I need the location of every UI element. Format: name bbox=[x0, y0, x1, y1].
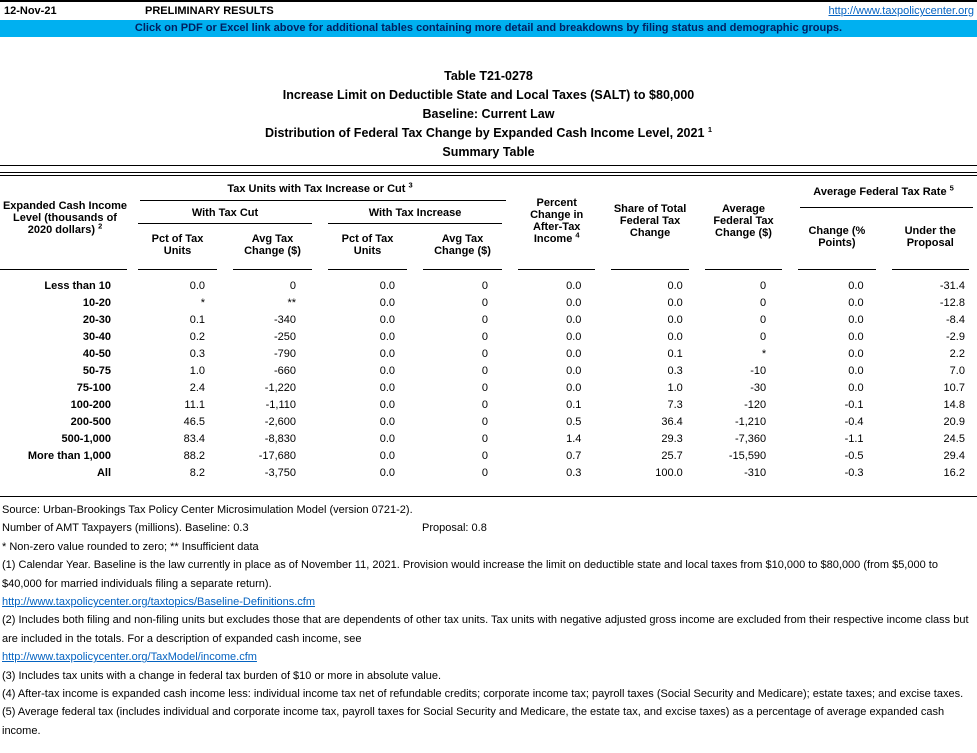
baseline-title: Baseline: Current Law bbox=[422, 107, 555, 121]
value-cell: 0.0 bbox=[848, 314, 864, 326]
value-cell: 0 bbox=[760, 297, 767, 309]
value-cell: -8,830 bbox=[264, 433, 296, 445]
value-cell: 0.0 bbox=[566, 365, 582, 377]
value-cell: 7.0 bbox=[949, 365, 965, 377]
taxpolicycenter-link[interactable]: http://www.taxpolicycenter.org bbox=[828, 5, 974, 17]
value-cell: 20.9 bbox=[943, 416, 965, 428]
value-cell: 0 bbox=[481, 416, 488, 428]
value-cell: 0.0 bbox=[848, 365, 864, 377]
table-row bbox=[0, 397, 977, 414]
value-cell: -2,600 bbox=[264, 416, 296, 428]
footnote-4: (4) After-tax income is expanded cash income less: individual income tax net of refundable credits; corporate income tax; payroll taxes (Social Security and Medicare); estate taxes; and excise taxes. bbox=[2, 688, 964, 701]
value-cell: -250 bbox=[273, 331, 296, 343]
banner-text: Click on PDF or Excel link above for additional tables containing more detail and breakdowns by filing status and demographic groups. bbox=[134, 22, 843, 34]
table-body bbox=[0, 278, 977, 482]
value-cell: 0.0 bbox=[566, 297, 582, 309]
distribution-title: Distribution of Federal Tax Change by Expanded Cash Income Level, 2021 $^1$ bbox=[264, 124, 713, 140]
table-row bbox=[0, 465, 977, 482]
value-cell: 0.0 bbox=[848, 280, 864, 292]
table-row bbox=[0, 414, 977, 431]
amt-proposal-text: Proposal: 0.8 bbox=[422, 522, 487, 535]
banner bbox=[0, 20, 977, 37]
top-header-bar bbox=[0, 0, 977, 20]
value-cell: -0.1 bbox=[844, 399, 864, 411]
footnotes bbox=[0, 501, 977, 740]
value-cell: -660 bbox=[273, 365, 296, 377]
value-cell: 14.8 bbox=[943, 399, 965, 411]
footnote-2: (2) Includes both filing and non-filing units but excludes those that are dependents of other tax units. Tax units with negative adjusted gross income are excluded from their respective income class but are included in the totals. For a description of expanded cash income, see bbox=[2, 614, 969, 645]
baseline-definitions-link-line bbox=[2, 593, 973, 611]
value-cell: 0 bbox=[760, 280, 767, 292]
column-header-with-tax-increase: With Tax Increase bbox=[320, 201, 510, 224]
income-level-cell: 20-30 bbox=[82, 314, 111, 326]
value-cell: 83.4 bbox=[183, 433, 205, 445]
value-cell: 0.0 bbox=[379, 399, 395, 411]
value-cell: -0.5 bbox=[844, 450, 864, 462]
value-cell: 0.0 bbox=[379, 382, 395, 394]
value-cell: -15,590 bbox=[728, 450, 767, 462]
value-cell: -31.4 bbox=[939, 280, 965, 292]
value-cell: -17,680 bbox=[258, 450, 296, 462]
value-cell: 25.7 bbox=[661, 450, 683, 462]
value-cell: 0.0 bbox=[667, 280, 683, 292]
value-cell: 29.4 bbox=[943, 450, 965, 462]
value-cell: 16.2 bbox=[943, 467, 965, 479]
column-header-pct-tax-units-cut: Pct of Tax Units bbox=[130, 224, 225, 270]
value-cell: 0 bbox=[481, 399, 488, 411]
table-row bbox=[0, 380, 977, 397]
value-cell: 1.0 bbox=[189, 365, 205, 377]
column-header-avg-tax-change-increase: Avg Tax Change ($) bbox=[415, 224, 510, 270]
value-cell: 0.2 bbox=[189, 331, 205, 343]
income-level-cell: 75-100 bbox=[76, 382, 111, 394]
value-cell: 0 bbox=[481, 450, 488, 462]
column-header-with-tax-cut: With Tax Cut bbox=[130, 201, 320, 224]
value-cell: 0.1 bbox=[189, 314, 205, 326]
value-cell: -1.1 bbox=[844, 433, 864, 445]
preliminary-results-label: PRELIMINARY RESULTS bbox=[145, 5, 274, 17]
value-cell: 0.0 bbox=[379, 416, 395, 428]
value-cell: 0.1 bbox=[667, 348, 683, 360]
value-cell: -12.8 bbox=[939, 297, 965, 309]
value-cell: 0.0 bbox=[566, 331, 582, 343]
value-cell: 0 bbox=[481, 348, 488, 360]
proposal-title: Increase Limit on Deductible State and Local Taxes (SALT) to $80,000 bbox=[282, 88, 695, 102]
value-cell: 11.1 bbox=[184, 399, 205, 411]
value-cell: 0 bbox=[289, 280, 296, 292]
table-row bbox=[0, 278, 977, 295]
table-row bbox=[0, 431, 977, 448]
table-row bbox=[0, 329, 977, 346]
value-cell: 0.0 bbox=[667, 314, 683, 326]
value-cell: -0.3 bbox=[844, 467, 864, 479]
value-cell: 0.0 bbox=[379, 450, 395, 462]
value-cell: 0 bbox=[481, 297, 488, 309]
value-cell: 0 bbox=[760, 331, 767, 343]
column-header-change-pct-points: Change (% Points) bbox=[790, 208, 883, 270]
value-cell: 0.0 bbox=[379, 297, 395, 309]
summary-table-title: Summary Table bbox=[442, 145, 535, 159]
table-number-title: Table T21-0278 bbox=[444, 69, 533, 83]
value-cell: * bbox=[761, 348, 767, 360]
column-group-avg-federal-tax-rate bbox=[790, 176, 977, 270]
value-cell: * bbox=[200, 297, 205, 309]
income-level-cell: 200-500 bbox=[70, 416, 111, 428]
value-cell: 100.0 bbox=[655, 467, 683, 479]
income-definition-link[interactable]: http://www.taxpolicycenter.org/TaxModel/income.cfm bbox=[2, 651, 257, 664]
value-cell: 2.2 bbox=[949, 348, 965, 360]
value-cell: 1.4 bbox=[566, 433, 582, 445]
value-cell: 10.7 bbox=[943, 382, 965, 394]
value-cell: 0 bbox=[481, 433, 488, 445]
value-cell: -310 bbox=[744, 467, 767, 479]
column-header-avg-tax-change-cut: Avg Tax Change ($) bbox=[225, 224, 320, 270]
table-row bbox=[0, 312, 977, 329]
income-level-cell: 100-200 bbox=[70, 399, 111, 411]
table-row bbox=[0, 346, 977, 363]
income-level-cell: Less than 10 bbox=[44, 280, 111, 292]
column-header-avg-federal-tax-rate: Average Federal Tax Rate $^5$ bbox=[790, 176, 977, 208]
income-level-cell: 500-1,000 bbox=[61, 433, 111, 445]
value-cell: 0.0 bbox=[566, 314, 582, 326]
source-note: Source: Urban-Brookings Tax Policy Center Microsimulation Model (version 0721-2). bbox=[2, 504, 413, 516]
table-header bbox=[0, 176, 977, 270]
table-row bbox=[0, 363, 977, 380]
value-cell: 0.0 bbox=[848, 382, 864, 394]
title-block bbox=[0, 67, 977, 162]
value-cell: 0.0 bbox=[848, 348, 864, 360]
value-cell: -120 bbox=[744, 399, 767, 411]
income-level-cell: 30-40 bbox=[82, 331, 111, 343]
value-cell: -1,210 bbox=[734, 416, 767, 428]
table-row bbox=[0, 295, 977, 312]
income-level-cell: 10-20 bbox=[82, 297, 111, 309]
value-cell: -30 bbox=[750, 382, 767, 394]
value-cell: 0.0 bbox=[566, 382, 582, 394]
value-cell: 0.0 bbox=[566, 280, 582, 292]
value-cell: 2.4 bbox=[189, 382, 205, 394]
value-cell: 0.0 bbox=[379, 314, 395, 326]
amt-baseline-text: Number of AMT Taxpayers (millions). Baseline: 0.3 bbox=[2, 522, 249, 535]
column-header-pct-tax-units-increase: Pct of Tax Units bbox=[320, 224, 415, 270]
footnote-5: (5) Average federal tax (includes individual and corporate income tax, payroll taxes for Social Security and Medicare, the estate tax, and excise taxes) as a percentage of average expanded cash income. bbox=[2, 706, 945, 737]
income-level-cell: All bbox=[96, 467, 111, 479]
footnote-1: (1) Calendar Year. Baseline is the law currently in place as of November 11, 2021. Provision would increase the limit on deductible state and local taxes from $10,000 to $80,000 (from $5,000 to $40,000 for married individuals filing a separate return). bbox=[2, 559, 938, 590]
baseline-definitions-link[interactable]: http://www.taxpolicycenter.org/taxtopics/Baseline-Definitions.cfm bbox=[2, 596, 316, 609]
value-cell: 0 bbox=[481, 331, 488, 343]
column-header-avg-federal-tax-change: Average Federal Tax Change ($) bbox=[697, 176, 790, 270]
column-header-share-of-total: Share of Total Federal Tax Change bbox=[603, 176, 696, 270]
value-cell: 46.5 bbox=[183, 416, 205, 428]
value-cell: 0.0 bbox=[379, 331, 395, 343]
value-cell: 7.3 bbox=[667, 399, 683, 411]
column-header-tax-units-group: Tax Units with Tax Increase or Cut $^3$ bbox=[130, 176, 510, 201]
value-cell: 0.0 bbox=[379, 433, 395, 445]
value-cell: -10 bbox=[750, 365, 767, 377]
column-header-under-the-proposal: Under the Proposal bbox=[884, 208, 977, 270]
footnote-3: (3) Includes tax units with a change in federal tax burden of $10 or more in absolute value. bbox=[2, 669, 442, 682]
value-cell: 0 bbox=[760, 314, 767, 326]
value-cell: 29.3 bbox=[661, 433, 683, 445]
income-level-cell: 50-75 bbox=[82, 365, 111, 377]
value-cell: 0 bbox=[481, 365, 488, 377]
value-cell: -340 bbox=[273, 314, 296, 326]
value-cell: 0.0 bbox=[848, 297, 864, 309]
value-cell: 0 bbox=[481, 382, 488, 394]
column-header-income-level: Expanded Cash Income Level (thousands of 2020 dollars) $^2$ bbox=[0, 176, 130, 270]
value-cell: 0.0 bbox=[566, 348, 582, 360]
column-header-pct-change-after-tax-income: Percent Change in After-Tax Income $^4$ bbox=[510, 176, 603, 270]
value-cell: 1.0 bbox=[667, 382, 683, 394]
report-date: 12-Nov-21 bbox=[4, 5, 57, 17]
value-cell: 0.1 bbox=[566, 399, 582, 411]
value-cell: 0 bbox=[481, 314, 488, 326]
value-cell: 0.3 bbox=[667, 365, 683, 377]
value-cell: 0.0 bbox=[379, 467, 395, 479]
value-cell: 36.4 bbox=[661, 416, 683, 428]
value-cell: -2.9 bbox=[945, 331, 965, 343]
value-cell: 0.3 bbox=[189, 348, 205, 360]
value-cell: 0.7 bbox=[566, 450, 582, 462]
value-cell: 0.0 bbox=[667, 331, 683, 343]
value-cell: 0.0 bbox=[848, 331, 864, 343]
value-cell: 8.2 bbox=[189, 467, 205, 479]
value-cell: 24.5 bbox=[943, 433, 965, 445]
value-cell: -3,750 bbox=[264, 467, 296, 479]
value-cell: 0 bbox=[481, 467, 488, 479]
value-cell: 0.0 bbox=[379, 348, 395, 360]
value-cell: 0 bbox=[481, 280, 488, 292]
value-cell: -1,220 bbox=[264, 382, 296, 394]
table-top-rule bbox=[0, 165, 977, 166]
value-cell: 0.0 bbox=[189, 280, 205, 292]
value-cell: -0.4 bbox=[844, 416, 864, 428]
value-cell: -790 bbox=[273, 348, 296, 360]
amt-taxpayers-note bbox=[2, 519, 973, 537]
value-cell: 0.5 bbox=[566, 416, 582, 428]
value-cell: 88.2 bbox=[183, 450, 205, 462]
value-cell: -7,360 bbox=[734, 433, 767, 445]
value-cell: -1,110 bbox=[265, 399, 296, 411]
value-cell: 0.0 bbox=[379, 365, 395, 377]
value-cell: 0.0 bbox=[667, 297, 683, 309]
asterisk-note: * Non-zero value rounded to zero; ** Insufficient data bbox=[2, 540, 259, 553]
income-level-cell: 40-50 bbox=[82, 348, 111, 360]
value-cell: -8.4 bbox=[945, 314, 965, 326]
income-definition-link-line bbox=[2, 648, 973, 666]
value-cell: 0.0 bbox=[379, 280, 395, 292]
column-group-tax-units bbox=[130, 176, 510, 270]
value-cell: 0.3 bbox=[566, 467, 582, 479]
value-cell: ** bbox=[287, 297, 296, 309]
table-bottom-rule bbox=[0, 496, 977, 497]
table-row bbox=[0, 448, 977, 465]
income-level-cell: More than 1,000 bbox=[27, 450, 111, 462]
